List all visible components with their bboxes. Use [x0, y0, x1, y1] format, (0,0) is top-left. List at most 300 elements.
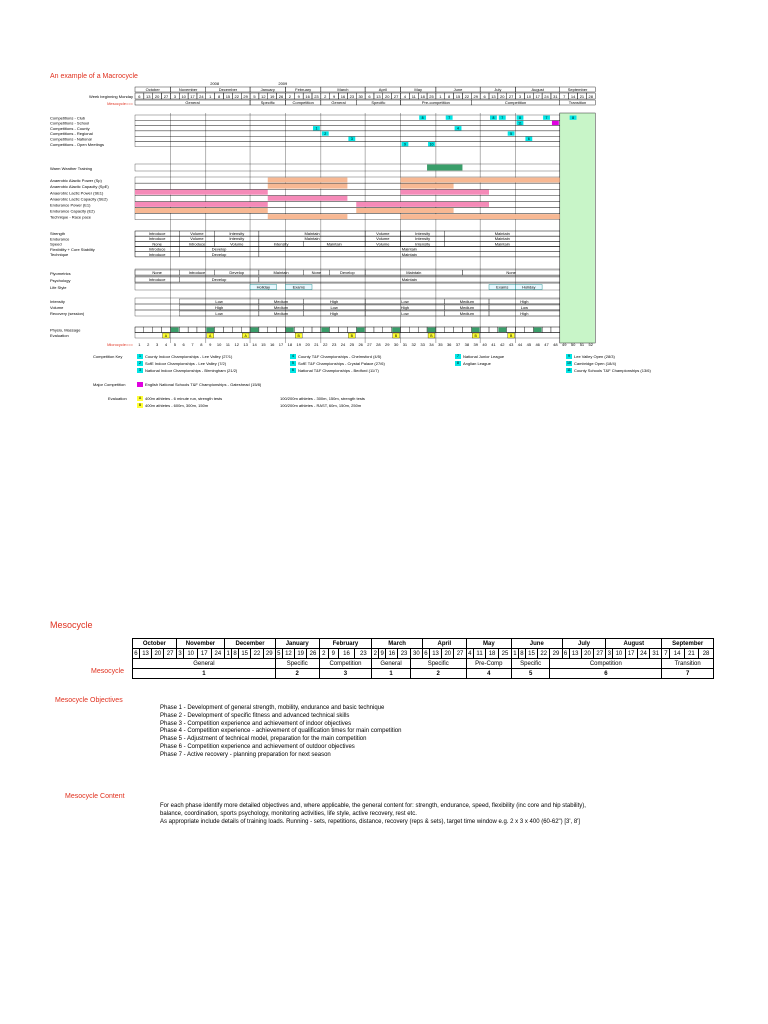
energy-row-label: Endurance Power (E1)	[50, 202, 91, 208]
plyometrics-value: Introduce	[188, 270, 206, 275]
physio-marker	[472, 328, 480, 333]
competition-number: 10	[429, 142, 434, 147]
mesocycle-phase: Specific	[275, 659, 319, 669]
physio-cell	[365, 327, 374, 333]
physio-cell	[418, 327, 427, 333]
week-date: 12	[261, 94, 266, 99]
month-label: October	[145, 87, 160, 92]
volume-value: High	[400, 305, 410, 310]
mesocycle-number: 7	[662, 669, 714, 679]
week-date: 29	[473, 94, 478, 99]
legend-text: Lee Valley Open (28/3)	[574, 354, 615, 359]
evaluation-row-label: Physio, Massage	[50, 327, 81, 333]
legend-text: SofE Indoor Championships - Lee Valley (7/2)	[145, 361, 227, 366]
competition-number: 8	[421, 116, 424, 120]
mesocycle-date: 15	[239, 649, 251, 659]
objective-item: Phase 7 - Active recovery - planning preparation for next season	[160, 751, 331, 758]
physio-marker	[321, 328, 329, 333]
mesocycle-date: 5	[277, 650, 281, 657]
physio-cell	[241, 327, 250, 333]
objectives-title: Mesocycle Objectives	[55, 697, 123, 704]
evaluation-key-label	[108, 396, 127, 401]
competition-row-label: Competitions - Club	[50, 115, 86, 121]
evaluation-key-item	[137, 396, 222, 401]
week-date: 2	[324, 94, 327, 99]
week-date: 22	[464, 94, 470, 99]
competition-number: 9	[403, 142, 406, 147]
physio-marker	[286, 328, 294, 333]
month-label: April	[378, 87, 387, 92]
competition-marker	[552, 121, 559, 125]
week-date: 27	[508, 94, 514, 99]
competition-number: 11	[518, 121, 522, 126]
plyometrics-value: Develop	[229, 270, 245, 275]
endurance-value: Volume	[376, 236, 390, 242]
microcycle-number: 11	[225, 342, 231, 347]
microcycle-number: 49	[561, 342, 567, 347]
legend-swatch: 2	[137, 361, 143, 366]
other-row-label: Psychology	[50, 278, 71, 283]
physio-cell	[347, 327, 356, 333]
objective-item: Phase 6 - Competition experience and achievement of outdoor objectives	[160, 743, 355, 750]
competition-key-item	[566, 368, 651, 373]
mesocycle-date: 6	[134, 650, 138, 657]
mesocycle-date: 29	[550, 649, 562, 659]
energy-bar	[401, 178, 560, 183]
competition-number: 5	[510, 131, 513, 136]
energy-bar	[401, 184, 454, 189]
recovery-value: Low	[215, 311, 223, 316]
energy-bar	[401, 214, 560, 219]
week-date: 31	[553, 94, 558, 99]
competition-row	[135, 131, 560, 136]
conditioning-row	[135, 252, 560, 257]
microcycle-number: 52	[588, 342, 594, 347]
competition-key-label	[93, 354, 122, 359]
microcycle-number: 42	[500, 342, 505, 347]
evaluation-mark: B	[474, 334, 477, 338]
microcycle-number: 14	[252, 342, 257, 347]
year-label: 2008	[210, 81, 220, 86]
mesocycle-date: 25	[499, 649, 512, 659]
microcycle-number: 44	[517, 342, 523, 347]
psychology-value: Develop	[211, 277, 227, 282]
warm-weather-row	[135, 164, 560, 171]
legend-text: National Indoor Championships - Birmingham (21/2)	[145, 368, 238, 373]
phase-label: Specific	[260, 100, 275, 105]
content-line: balance, coordination, sports psychology, monitoring activities, life style, active recovery, rest etc.	[160, 811, 417, 817]
competition-number: 2	[324, 131, 327, 136]
mesocycle-date: 8	[233, 650, 237, 657]
physio-cell	[268, 327, 277, 333]
energy-bar	[268, 196, 348, 201]
endurance-value: Introduce	[148, 236, 166, 242]
legend-text: County T&F Championships - Chelmsford (4/5)	[298, 354, 382, 359]
energy-bar	[268, 214, 348, 219]
physio-cell	[462, 327, 471, 333]
physio-marker	[428, 328, 436, 333]
mesocycle-phase: Specific	[410, 659, 466, 669]
mesocycle-date: 13	[139, 649, 151, 659]
legend-text: Anglian League	[463, 361, 491, 366]
mesocycle-month: October	[133, 639, 177, 649]
legend-swatch: 5	[290, 361, 296, 366]
endurance-value: Intensity	[229, 236, 245, 242]
competition-key-item	[455, 354, 504, 359]
physio-cell	[224, 327, 233, 333]
microcycle-number: 28	[376, 342, 381, 347]
mesocycle-date: 24	[211, 649, 225, 659]
other-row-label: Plyometrics	[50, 271, 71, 276]
speed-value: Maintain	[326, 241, 342, 247]
mesocycle-date: 20	[442, 649, 454, 659]
recovery-value: High	[520, 311, 529, 316]
microcycle-number: 30	[393, 342, 399, 347]
conditioning-row-label: Technique	[50, 252, 69, 257]
life-style-value: Exams	[496, 284, 509, 290]
phase-label: Transition	[568, 100, 587, 105]
mesocycle-date: 20	[581, 649, 593, 659]
energy-bar	[135, 190, 268, 195]
endurance-value: Volume	[190, 236, 204, 242]
mesocycle-date: 1	[513, 650, 517, 657]
energy-bar	[135, 208, 268, 213]
legend-swatch: 7	[455, 354, 461, 359]
mesocycle-date: 24	[637, 649, 649, 659]
microcycle-number: 9	[209, 342, 212, 347]
month-label: February	[295, 87, 312, 92]
competition-row-label: Competitions - School	[50, 120, 90, 126]
month-label: January	[260, 87, 275, 92]
recovery-value: Medium	[459, 311, 474, 316]
microcycle-number: 47	[544, 342, 549, 347]
mesocycle-phase: General	[372, 659, 410, 669]
flexibility-value: Develop	[211, 246, 227, 252]
competition-row	[135, 142, 560, 147]
physio-cell	[480, 327, 489, 333]
content-line: As appropriate include details of training loads. Running - sets, repetitions, distance, recovery (reps & sets), target time window e.g. 2 x 3 x 400 (60-62") [3', 8']	[160, 819, 580, 825]
microcycle-number: 13	[243, 342, 248, 347]
microcycle-number: 51	[579, 342, 585, 347]
recovery-value: Medium	[273, 311, 289, 316]
physio-cell	[507, 327, 516, 333]
microcycle-number: 40	[482, 342, 487, 347]
legend-text: National T&F Championships - Bedford (11/7)	[298, 368, 379, 373]
physio-cell	[401, 327, 410, 333]
microcycle-number: 29	[384, 342, 390, 347]
legend-swatch: 9	[566, 354, 572, 359]
flexibility-value: Introduce	[148, 246, 166, 252]
conditioning-row-label: Speed	[50, 241, 62, 247]
legend-swatch: 1	[137, 354, 143, 359]
physio-cell	[383, 327, 392, 333]
phase-label: General	[185, 100, 200, 105]
conditioning-row-label: Endurance	[50, 236, 70, 242]
microcycle-number: 38	[464, 342, 470, 347]
microcycle-number: 15	[261, 342, 266, 347]
phase-label: General	[331, 100, 346, 105]
microcycle-number: 27	[367, 342, 372, 347]
legend-swatch: 11	[567, 368, 571, 372]
week-date: 23	[314, 94, 319, 99]
microcycle-number: 18	[287, 342, 293, 347]
energy-bar	[356, 208, 453, 213]
mesocycle-date: 6	[563, 650, 568, 657]
mesocycle-date: 12	[282, 649, 294, 659]
evaluation-mark: A	[209, 334, 212, 338]
strength-value: Intensity	[229, 231, 245, 236]
strength-value: Volume	[376, 231, 390, 236]
phase-label: Pre-competition	[421, 100, 450, 105]
evaluation-mark: B	[297, 334, 300, 338]
week-date: 10	[181, 94, 186, 99]
volume-value: Medium	[459, 305, 474, 310]
competition-number: 4	[457, 126, 460, 131]
microcycle-number: 33	[420, 342, 425, 347]
microcycle-number: 10	[216, 342, 222, 347]
plyometrics-value: None	[152, 270, 162, 275]
microcycle-number: 2	[147, 342, 150, 347]
mesocycle-number: 4	[466, 669, 511, 679]
mesocycle-date: 2	[373, 650, 377, 657]
week-date: 19	[269, 94, 275, 99]
mesocycle-date: 13	[429, 649, 441, 659]
week-date: 6	[483, 94, 486, 99]
volume-value: Low	[520, 305, 529, 310]
mesocycle-month: December	[225, 639, 276, 649]
plyometrics-value: None	[311, 270, 322, 275]
intensity-value: Medium	[273, 299, 289, 304]
week-date: 15	[455, 94, 461, 99]
legend-text: Competition Key	[93, 354, 123, 359]
mesocycle-date: 27	[164, 649, 176, 659]
energy-row-label: Anaerobic Lactic Power (SE1)	[50, 190, 104, 196]
microcycle-label: Microcycle===	[107, 342, 133, 347]
energy-bar	[135, 202, 268, 207]
mesocycle-month: February	[319, 639, 372, 649]
content-body	[160, 802, 720, 826]
objective-item: Phase 4 - Competition experience - achievement of qualification times for main competition	[160, 728, 402, 735]
transition-column	[560, 113, 595, 343]
physio-cell	[551, 327, 560, 333]
warm-weather-bar	[427, 165, 462, 171]
competition-number: 8	[572, 116, 575, 120]
legend-text: 400m athletes - 600m, 300m, 150m	[145, 403, 209, 408]
technique-value: Maintain	[401, 251, 417, 257]
competition-number: 7	[501, 116, 504, 120]
week-date: 10	[526, 94, 532, 99]
week-date: 20	[154, 94, 160, 99]
mesocycle-month: July	[562, 639, 606, 649]
life-style-value: Holiday	[256, 284, 270, 290]
mesocycle-date: 20	[152, 649, 164, 659]
evaluation-key-item-sprint	[280, 396, 365, 401]
mesocycle-date: 28	[699, 649, 714, 659]
physio-cell	[330, 327, 339, 333]
legend-swatch: 4	[290, 354, 296, 359]
week-date: 27	[393, 94, 399, 99]
strength-value: Intensity	[415, 231, 431, 236]
legend-text: County Schools T&F Championships (13/6)	[574, 368, 651, 373]
microcycle-number: 7	[191, 342, 194, 347]
physio-cell	[542, 327, 551, 333]
mesocycle-phase: Competition	[319, 659, 372, 669]
phase-label: Competition	[292, 100, 314, 105]
physio-cell	[162, 327, 171, 333]
mesocycle-table	[132, 638, 714, 679]
physio-marker	[206, 328, 214, 333]
week-date: 22	[234, 94, 240, 99]
load-row-label: Intensity	[50, 299, 65, 304]
energy-bar	[356, 202, 489, 207]
week-date: 3	[173, 94, 176, 99]
mesocycle-month: August	[606, 639, 662, 649]
conditioning-row-label: Strength	[50, 231, 66, 237]
content-line: For each phase identify more detailed objectives and, where applicable, the general content for: strength, endurance, speed, flexibility (inc core and hip stability),	[160, 803, 586, 809]
mesocycle-date: 27	[594, 649, 606, 659]
mesocycle-month: June	[511, 639, 562, 649]
microcycle-number: 39	[473, 342, 478, 347]
microcycle-number: 34	[429, 342, 434, 347]
intensity-value: Medium	[459, 299, 474, 304]
mesocycle-month: September	[662, 639, 714, 649]
evaluation-row	[135, 333, 560, 339]
microcycle-number: 17	[278, 342, 284, 347]
volume-value: High	[214, 305, 224, 310]
strength-value: Maintain	[494, 231, 510, 236]
mesocycle-date: 18	[486, 649, 499, 659]
legend-swatch: 6	[290, 368, 296, 373]
mesocycle-date: 27	[454, 649, 466, 659]
mesocycle-month: May	[466, 639, 511, 649]
competition-row	[135, 136, 560, 141]
week-date: 23	[349, 94, 355, 99]
legend-swatch	[137, 382, 143, 387]
volume-value: Medium	[273, 305, 289, 310]
speed-value: Intensity	[415, 241, 431, 247]
mesocycle-date: 14	[670, 649, 684, 659]
energy-bar	[268, 184, 348, 189]
week-date: 20	[500, 94, 505, 99]
legend-swatch: A	[138, 396, 142, 400]
plyometrics-value: Maintain	[406, 270, 422, 275]
load-row-label: Recovery (session)	[50, 311, 85, 316]
energy-row-label: Endurance Capacity (E2)	[50, 208, 95, 214]
legend-swatch: 8	[455, 361, 461, 366]
week-date: 5	[253, 94, 256, 99]
week-date: 16	[305, 94, 310, 99]
competition-key-item	[455, 361, 491, 366]
life-style-value: Exams	[292, 284, 305, 290]
plyometrics-value: None	[506, 270, 516, 275]
plyometrics-value: Maintain	[273, 270, 289, 275]
plyometrics-value: Develop	[340, 270, 355, 275]
week-date: 8	[448, 94, 451, 99]
microcycle-number: 36	[446, 342, 452, 347]
mesocycle-date: 17	[197, 649, 211, 659]
content-title: Mesocycle Content	[65, 793, 125, 800]
week-date: 13	[146, 94, 151, 99]
mesocycle-date: 11	[473, 649, 485, 659]
mesocycle-month: January	[275, 639, 319, 649]
week-date: 24	[544, 94, 549, 99]
microcycle-number: 23	[331, 342, 337, 347]
competition-row-label: Competitions - Regional	[50, 131, 93, 137]
physio-cell	[374, 327, 383, 333]
physio-cell	[454, 327, 463, 333]
week-date: 30	[358, 94, 363, 99]
evaluation-key-item	[137, 403, 208, 408]
speed-value: Intensity	[273, 241, 289, 247]
mesocycle-date: 6	[424, 650, 428, 657]
intensity-value: High	[330, 299, 339, 304]
mesocycle-month: April	[422, 639, 466, 649]
month-label: September	[567, 87, 588, 92]
mesocycle-date: 9	[329, 649, 339, 659]
week-date: 8	[217, 94, 221, 99]
energy-bar	[401, 190, 490, 195]
competition-key-item	[137, 361, 226, 366]
competition-key-item	[566, 361, 616, 366]
week-date: 3	[518, 94, 522, 99]
mesocycle-date: 10	[613, 649, 625, 659]
mesocycle-date: 9	[380, 650, 384, 657]
intensity-value: High	[520, 299, 529, 304]
week-date: 11	[411, 94, 416, 99]
week-date: 18	[420, 94, 425, 99]
microcycle-number: 45	[526, 342, 532, 347]
mesocycle-phase: Transition	[662, 659, 714, 669]
microcycle-number: 19	[296, 342, 301, 347]
mesocycle-date: 29	[263, 649, 275, 659]
physio-marker	[392, 328, 400, 333]
week-date: 20	[384, 94, 390, 99]
week-date: 9	[333, 94, 336, 99]
microcycle-number: 43	[508, 342, 514, 347]
evaluation-mark: A	[164, 334, 168, 338]
mesocycle-number: 2	[410, 669, 466, 679]
microcycle-number: 37	[455, 342, 461, 347]
week-date: 2	[288, 94, 291, 99]
physio-marker	[251, 328, 259, 333]
competition-number: 8	[518, 116, 521, 120]
intensity-value: Low	[401, 299, 409, 304]
mesocycle-date: 3	[607, 650, 611, 657]
mesocycle-month: March	[372, 639, 423, 649]
strength-value: Volume	[190, 231, 204, 236]
microcycle-number: 31	[402, 342, 408, 347]
technique-value: Introduce	[148, 251, 166, 257]
macrocycle-title: An example of a Macrocycle	[50, 73, 138, 80]
mesocycle-date: 4	[468, 650, 472, 657]
microcycle-number: 25	[349, 342, 355, 347]
month-label: November	[178, 87, 198, 92]
phase-label: Competition	[504, 100, 527, 105]
week-date: 25	[429, 94, 434, 99]
legend-swatch: 3	[137, 368, 143, 373]
microcycle-number: 22	[323, 342, 328, 347]
mesocycle-number: 5	[511, 669, 549, 679]
mesocycle-number: 2	[275, 669, 319, 679]
microcycle-number: 46	[535, 342, 540, 347]
endurance-value: Maintain	[304, 236, 320, 242]
energy-row-label: Anaerobic Lactic Capacity (SE2)	[50, 196, 108, 202]
week-date: 15	[225, 94, 231, 99]
microcycle-number: 21	[314, 342, 319, 347]
competition-number: 6	[527, 137, 530, 142]
mesocycle-date: 19	[295, 649, 307, 659]
mesocycle-label: Mesocycle===	[107, 101, 133, 106]
